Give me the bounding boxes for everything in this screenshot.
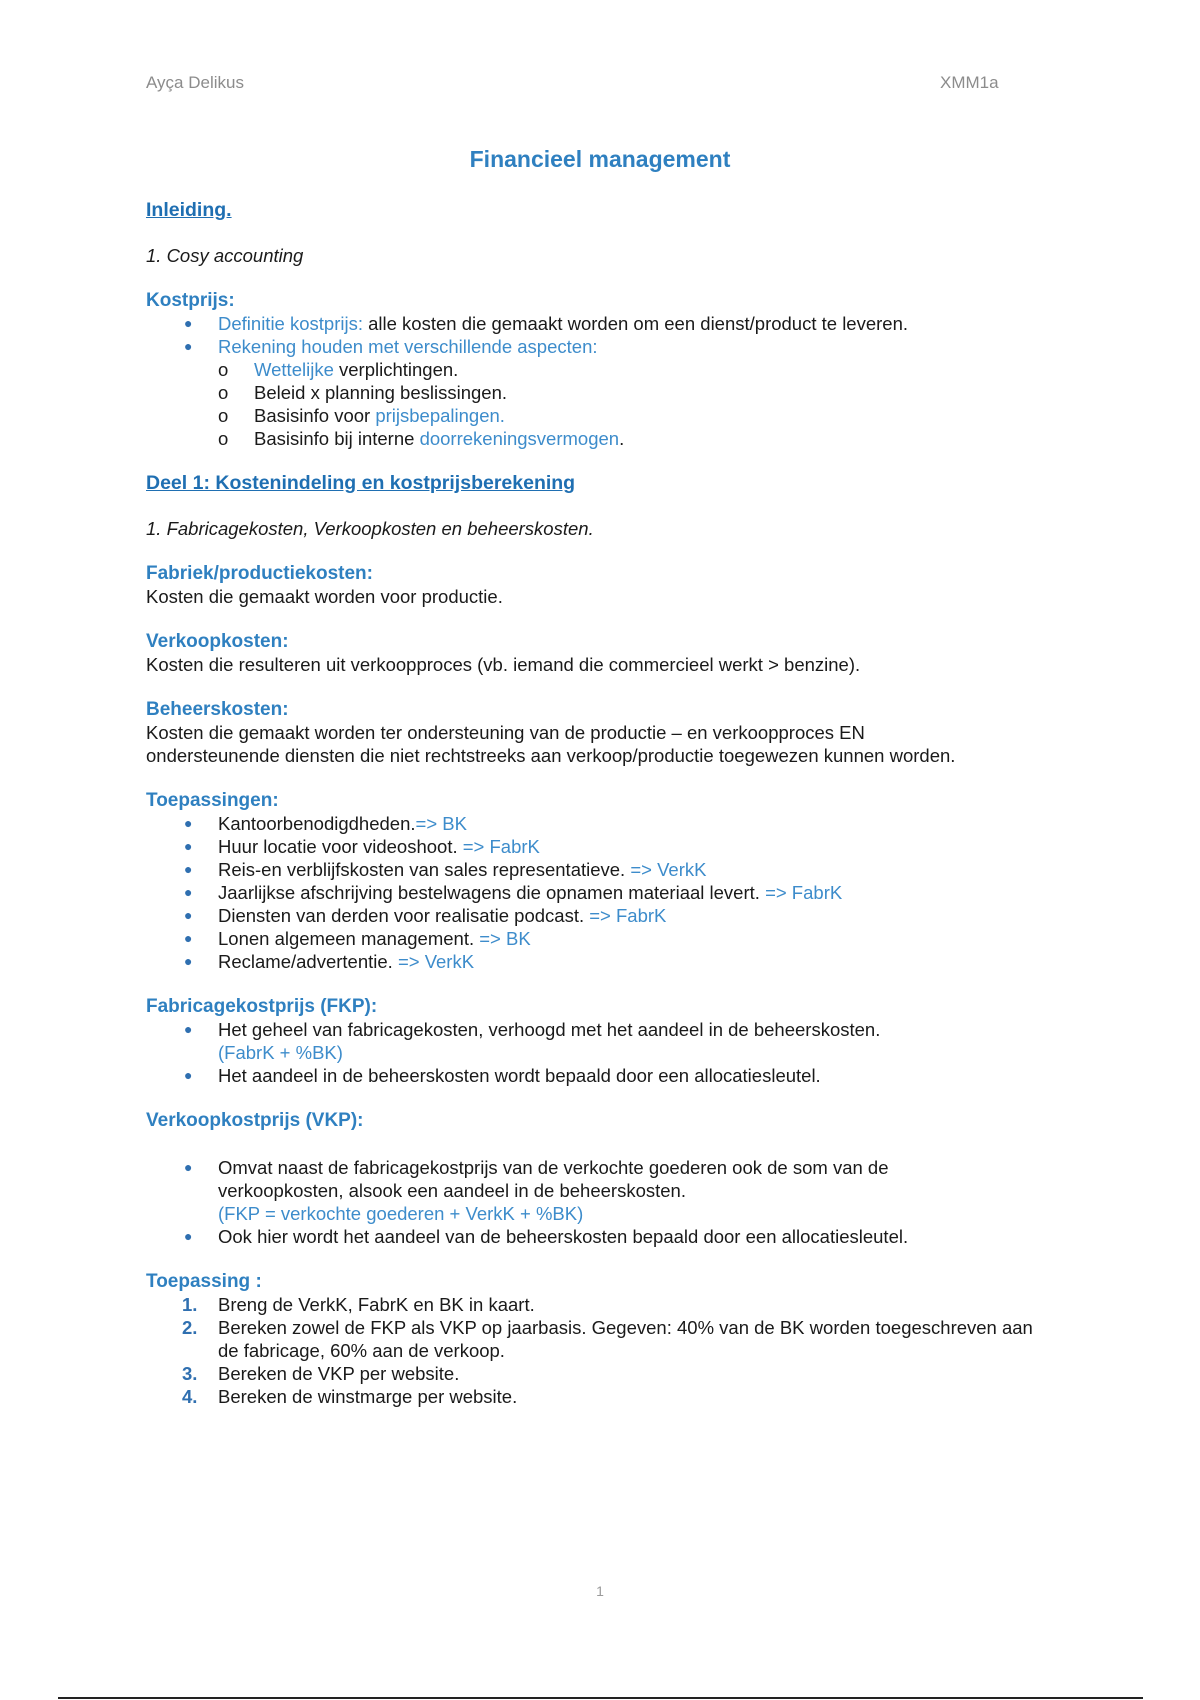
- page-title: Financieel management: [469, 146, 731, 172]
- kostprijs-list: [146, 312, 1046, 358]
- list-item: 2. Bereken zowel de FKP als VKP op jaarbasis. Gegeven: 40% van de BK worden toegeschreven aan de fabricage, 60% aan de verkoop.: [182, 1317, 1033, 1361]
- bullet-icon: ●: [184, 838, 193, 854]
- page-number: 1: [596, 1583, 604, 1599]
- heading-toepassingen: Toepassingen:: [146, 790, 279, 811]
- heading-verkoop: Verkoopkosten:: [146, 631, 289, 652]
- heading-inleiding: Inleiding.: [146, 199, 232, 221]
- heading-kostprijs: Kostprijs:: [146, 290, 235, 311]
- fkp-list: [146, 1018, 1046, 1087]
- vkp-list: [146, 1156, 1046, 1248]
- list-item: ● Huur locatie voor videoshoot. => FabrK: [184, 836, 540, 857]
- list-item: o Wettelijke verplichtingen.: [218, 359, 459, 380]
- list-item: o Basisinfo voor prijsbepalingen.: [218, 405, 505, 426]
- bullet-icon: ●: [184, 338, 193, 354]
- bullet-icon: ●: [184, 815, 193, 831]
- bullet-icon: ●: [184, 1021, 193, 1037]
- divider: [58, 1697, 1143, 1699]
- heading-toepassing: Toepassing :: [146, 1271, 262, 1292]
- list-item: ● Kantoorbenodigdheden.=> BK: [184, 813, 467, 834]
- toepassing-list: [146, 1293, 1046, 1408]
- bullet-icon: ●: [184, 315, 193, 331]
- bullet-icon: ●: [184, 884, 193, 900]
- bullet-icon: ●: [184, 1159, 193, 1175]
- list-item: ● Het aandeel in de beheerskosten wordt bepaald door een allocatiesleutel.: [184, 1065, 821, 1086]
- bullet-icon: ●: [184, 907, 193, 923]
- header-class: XMM1a: [940, 73, 999, 92]
- heading-fkp: Fabricagekostprijs (FKP):: [146, 996, 378, 1017]
- text-beheer-1: Kosten die gemaakt worden ter ondersteuning van de productie – en verkoopproces EN: [146, 722, 865, 743]
- list-item: 3. Bereken de VKP per website.: [182, 1363, 460, 1384]
- toepassingen-list: [146, 812, 1046, 973]
- bullet-icon: ●: [184, 1067, 193, 1083]
- list-item: o Beleid x planning beslissingen.: [218, 382, 508, 403]
- bullet-icon: ●: [184, 930, 193, 946]
- heading-beheer: Beheerskosten:: [146, 699, 289, 720]
- subtitle-fabricagekosten: 1. Fabricagekosten, Verkoopkosten en beheerskosten.: [146, 518, 594, 539]
- list-item: ● Jaarlijkse afschrijving bestelwagens die opnamen materiaal levert. => FabrK: [184, 882, 843, 903]
- heading-vkp: Verkoopkostprijs (VKP):: [146, 1110, 364, 1131]
- list-item: ● Het geheel van fabricagekosten, verhoogd met het aandeel in de beheerskosten. (FabrK + %BK): [184, 1019, 881, 1063]
- header-author: Ayça Delikus: [146, 73, 244, 92]
- bullet-icon: ●: [184, 1228, 193, 1244]
- list-item: ● Rekening houden met verschillende aspecten:: [184, 336, 598, 357]
- list-item: 4. Bereken de winstmarge per website.: [182, 1386, 518, 1407]
- list-item: ● Definitie kostprijs: alle kosten die gemaakt worden om een dienst/product te leveren.: [184, 313, 909, 334]
- subtitle-cosy: 1. Cosy accounting: [146, 245, 304, 266]
- list-item: o Basisinfo bij interne doorrekeningsvermogen.: [218, 428, 625, 449]
- bullet-icon: ●: [184, 861, 193, 877]
- document-body: [146, 199, 1046, 1408]
- text-verkoop: Kosten die resulteren uit verkoopproces (vb. iemand die commercieel werkt > benzine).: [146, 654, 861, 675]
- list-item: ● Reis-en verblijfskosten van sales representatieve. => VerkK: [184, 859, 707, 880]
- list-item: ● Lonen algemeen management. => BK: [184, 928, 531, 949]
- heading-fabriek: Fabriek/productiekosten:: [146, 563, 373, 584]
- list-item: ● Ook hier wordt het aandeel van de beheerskosten bepaald door een allocatiesleutel.: [184, 1226, 909, 1247]
- aspecten-sublist: [146, 358, 1046, 450]
- bullet-icon: ●: [184, 953, 193, 969]
- text-fabriek: Kosten die gemaakt worden voor productie.: [146, 586, 503, 607]
- list-item: ● Diensten van derden voor realisatie podcast. => FabrK: [184, 905, 667, 926]
- heading-deel1: Deel 1: Kostenindeling en kostprijsberekening: [146, 472, 576, 494]
- list-item: 1. Breng de VerkK, FabrK en BK in kaart.: [182, 1294, 535, 1315]
- list-item: ● Reclame/advertentie. => VerkK: [184, 951, 475, 972]
- text-beheer-2: ondersteunende diensten die niet rechtstreeks aan verkoop/productie toegewezen kunnen worden.: [146, 745, 956, 766]
- list-item: ● Omvat naast de fabricagekostprijs van de verkochte goederen ook de som van de verkoopkosten, alsook een aandeel in de beheerskosten. (FKP = verkochte goederen + VerkK + %BK): [184, 1157, 889, 1224]
